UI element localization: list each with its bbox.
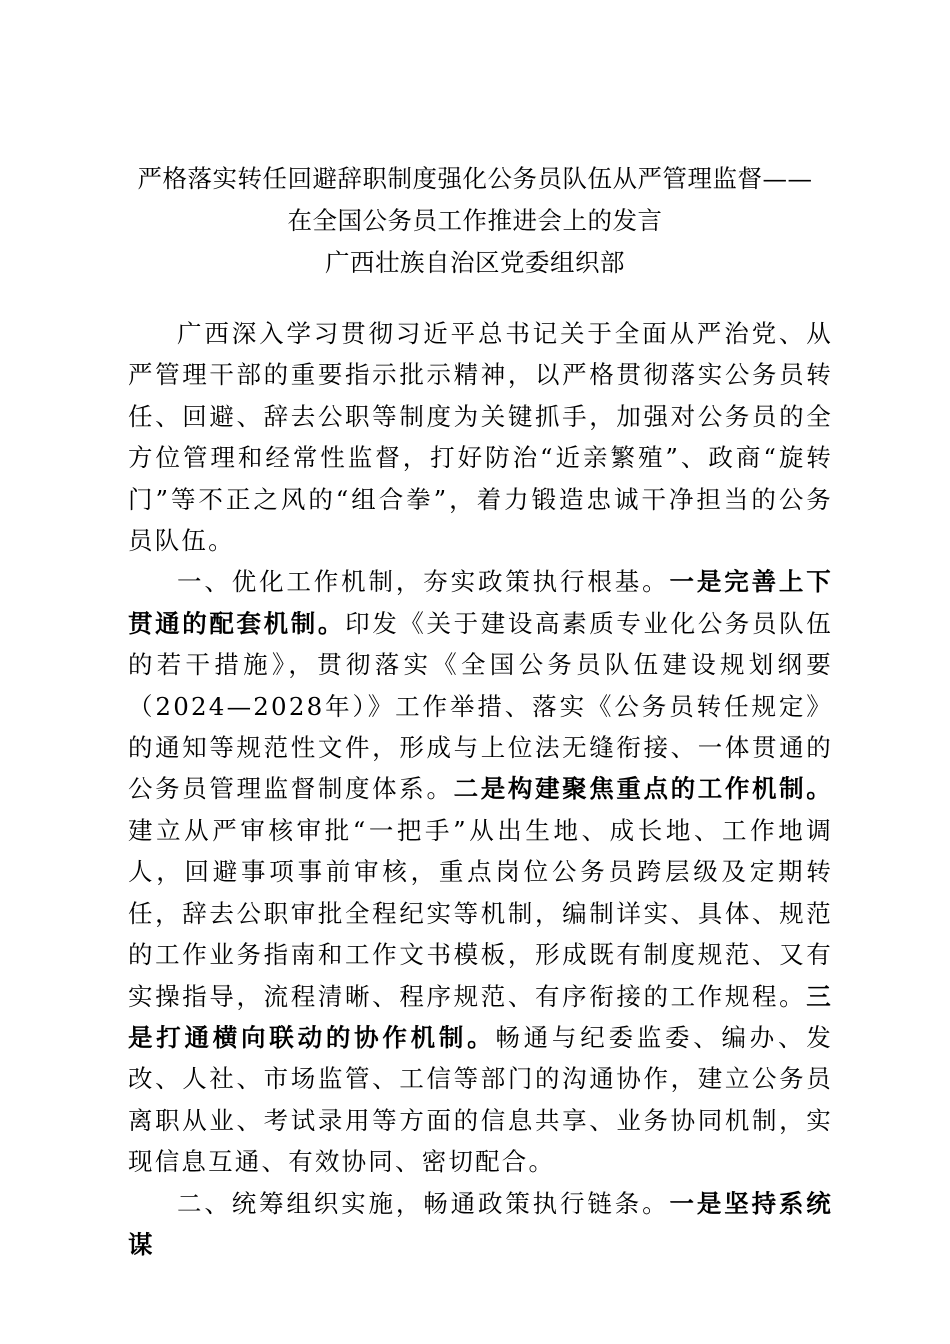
bold-point: 二是构建聚焦重点的工作机制。	[453, 774, 833, 804]
bold-point: 一是完善上下贯通的配套机制。	[128, 567, 833, 638]
title-block	[120, 158, 830, 284]
section-heading: 二、统筹组织实施，畅通政策执行链条。	[177, 1188, 670, 1218]
section-heading: 一、优化工作机制，夯实政策执行根基。	[177, 567, 670, 597]
document-title: 严格落实转任回避辞职制度强化公务员队伍从严管理监督——	[137, 164, 813, 193]
bold-point: 三是打通横向联动的协作机制。	[128, 981, 833, 1052]
paragraph-text: 广西深入学习贯彻习近平总书记关于全面从严治党、从严管理干部的重要指示批示精神，以严格贯彻落实公务员转任、回避、辞去公职等制度为关键抓手，加强对公务员的全方位管理和经常性监督，打好防治“近亲繁殖”、政商“旋转门”等不正之风的“组合拳”，着力锻造忠诚干净担当的公务员队伍。	[128, 319, 833, 556]
paragraph-section-2	[128, 1183, 833, 1266]
paragraph-text: 建立从严审核审批“一把手”从出生地、成长地、工作地调人，回避事项事前审核，重点岗位公务员跨层级及定期转任，辞去公职审批全程纪实等机制，编制详实、具体、规范的工作业务指南和工作文书模板，形成既有制度规范、又有实操指导，流程清晰、程序规范、有序衔接的工作规程。	[128, 815, 833, 1011]
paragraph-section-1	[128, 561, 833, 1182]
bold-point: 一是坚持系统谋	[128, 1188, 833, 1259]
document-author: 广西壮族自治区党委组织部	[325, 248, 625, 277]
paragraph-text: 印发《关于建设高素质专业化公务员队伍的若干措施》，贯彻落实《全国公务员队伍建设规划纲要（2024—2028年）》工作举措、落实《公务员转任规定》的通知等规范性文件，形成与上位法无缝衔接、一体贯通的公务员管理监督制度体系。	[128, 608, 833, 804]
document-subtitle: 在全国公务员工作推进会上的发言	[287, 206, 663, 235]
paragraph-intro	[128, 313, 833, 561]
document-body	[128, 313, 833, 1265]
paragraph-text: 畅通与纪委监委、编办、发改、人社、市场监管、工信等部门的沟通协作，建立公务员离职从业、考试录用等方面的信息共享、业务协同机制，实现信息互通、有效协同、密切配合。	[128, 1022, 833, 1177]
